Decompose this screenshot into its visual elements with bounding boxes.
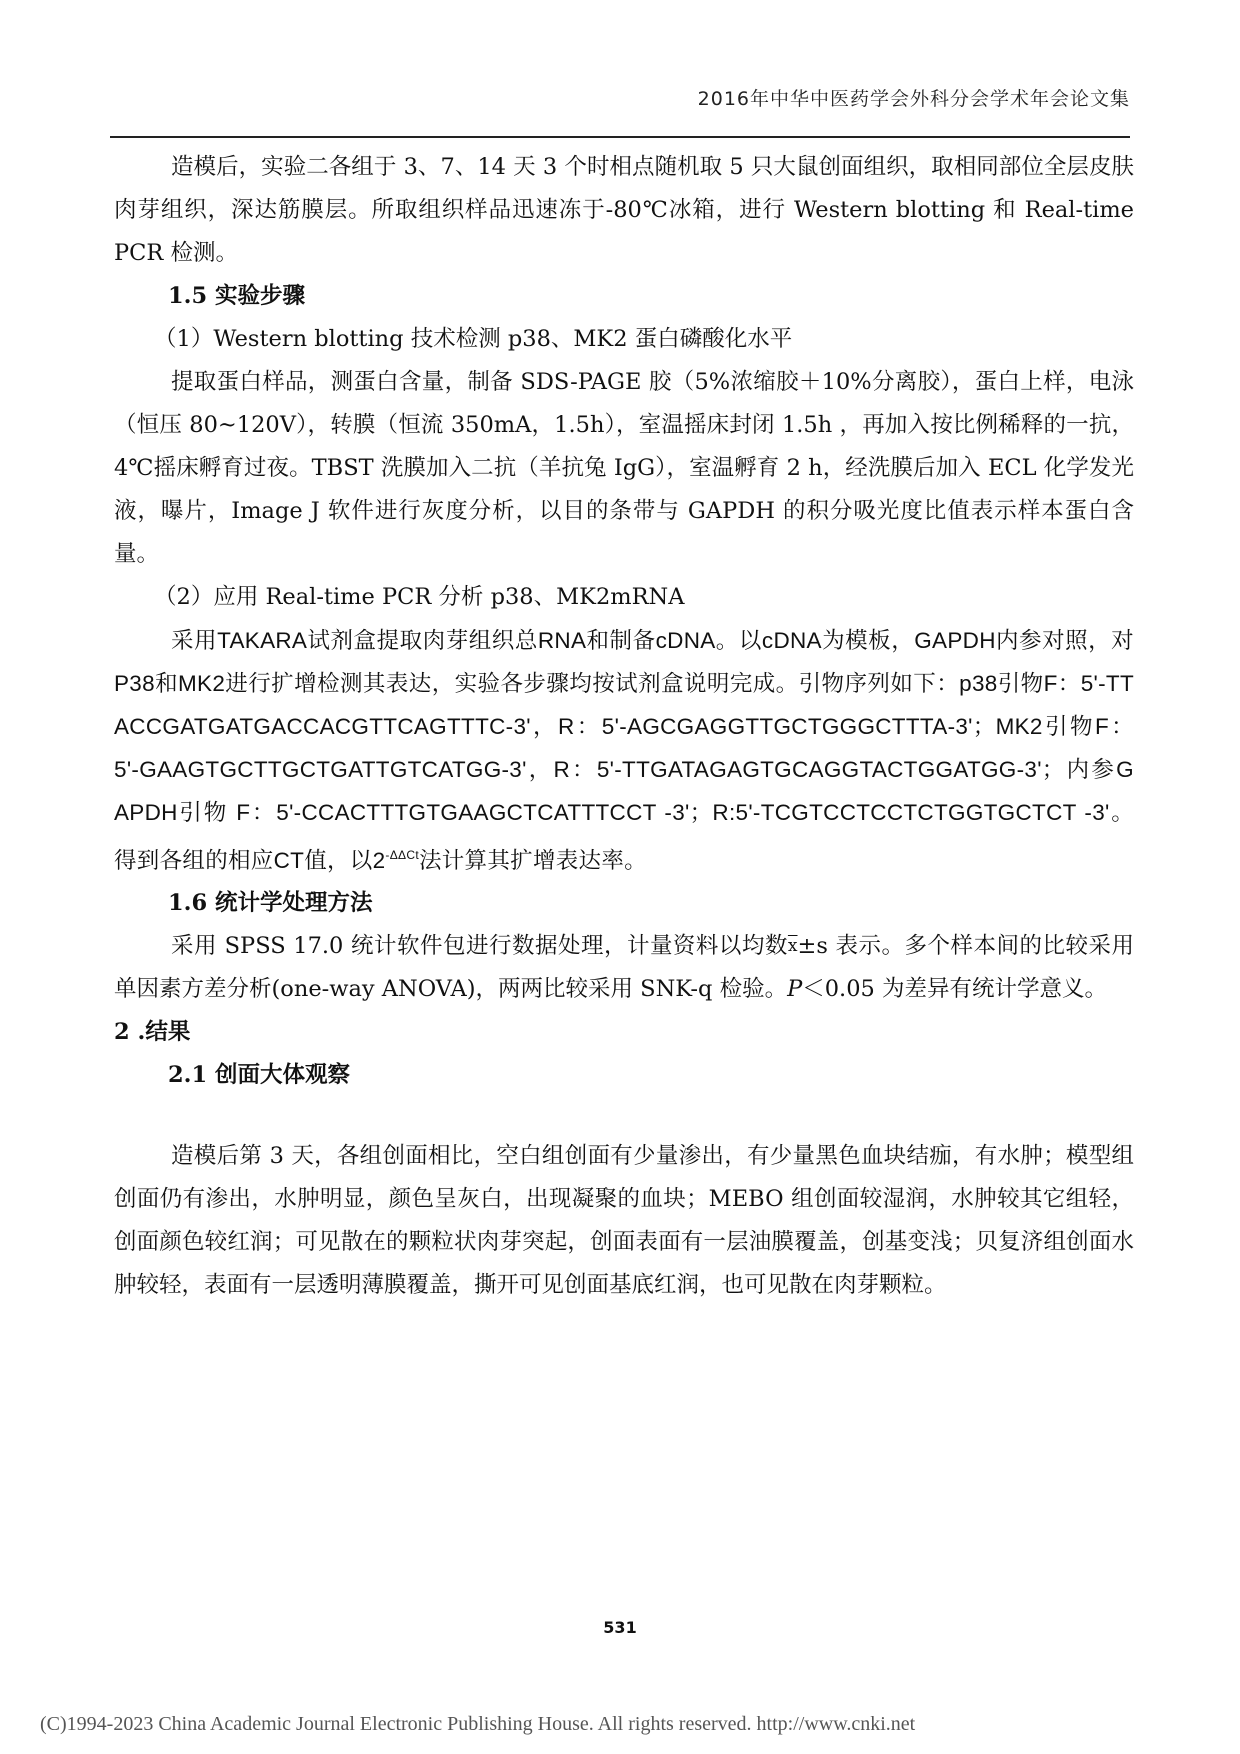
paragraph-pcr: [114, 619, 1134, 882]
paragraph-sampling: 造模后，实验二各组于 3、7、14 天 3 个时相点随机取 5 只大鼠创面组织，取相同部位全层皮肤肉芽组织，深达筋膜层。所取组织样品迅速冻于-80℃冰箱，进行 Western blotting 和 Real-time PCR 检测。: [114, 154, 1134, 266]
section-heading-1-5: 1.5 实验步骤: [168, 283, 305, 309]
stats-text-b: ±s 表示。多个样本间的比较采用单因素方差分析(one-way ANOVA)，两两比较采用 SNK-q 检验。: [114, 933, 1134, 1002]
paragraph-wound-observation: 造模后第 3 天，各组创面相比，空白组创面有少量渗出，有少量黑色血块结痂，有水肿；模型组创面仍有渗出，水肿明显，颜色呈灰白，出现凝聚的血块；MEBO 组创面较湿润，水肿较其它组轻，创面颜色较红润；可见散在的颗粒状肉芽突起，创面表面有一层油膜覆盖，创基变浅；贝复济组创面水肿较轻，表面有一层透明薄膜覆盖，撕开可见创面基底红润，也可见散在肉芽颗粒。: [114, 1143, 1134, 1298]
paragraph-western-blot: 提取蛋白样品，测蛋白含量，制备 SDS-PAGE 胶（5%浓缩胶＋10%分离胶），蛋白上样，电泳（恒压 80~120V），转膜（恒流 350mA，1.5h），室温摇床封闭 1.5h ，再加入按比例稀释的一抗，4℃摇床孵育过夜。TBST 洗膜加入二抗（羊抗兔 IgG），室温孵育 2 h，经洗膜后加入 ECL 化学发光液，曝片，Image J 软件进行灰度分析，以目的条带与 GAPDH 的积分吸光度比值表示样本蛋白含量。: [114, 369, 1134, 567]
pcr-text-tail: 法计算其扩增表达率。: [418, 848, 647, 873]
running-header: 2016年中华中医药学会外科分会学术年会论文集: [697, 88, 1130, 110]
article-body: [114, 146, 1134, 1307]
subheading-western-blot: （1）Western blotting 技术检测 p38、MK2 蛋白磷酸化水平: [154, 326, 793, 352]
delta-ct-superscript: -ΔΔCt: [385, 848, 419, 862]
p-value-symbol: P: [787, 976, 803, 1002]
section-heading-1-6: 1.6 统计学处理方法: [168, 890, 373, 916]
paragraph-statistics: [114, 925, 1134, 1011]
section-heading-2-1: 2.1 创面大体观察: [168, 1062, 350, 1088]
page-number: 531: [603, 1618, 637, 1637]
copyright-footer: (C)1994-2023 China Academic Journal Electronic Publishing House. All rights reserved. http://www.cnki.net: [40, 1713, 916, 1735]
section-heading-2: 2 .结果: [114, 1019, 191, 1045]
stats-text-a: 采用 SPSS 17.0 统计软件包进行数据处理，计量资料以均数: [171, 933, 788, 959]
stats-text-c: ＜0.05 为差异有统计学意义。: [802, 976, 1107, 1002]
subheading-pcr: （2）应用 Real-time PCR 分析 p38、MK2mRNA: [154, 584, 685, 610]
mean-symbol: $\overline{x}$: [787, 936, 798, 956]
spacer: [114, 1097, 1134, 1135]
header-rule: [110, 136, 1130, 138]
pcr-text: 采用TAKARA试剂盒提取肉芽组织总RNA和制备cDNA。以cDNA为模板，GAPDH内参对照，对P38和MK2进行扩增检测其表达，实验各步骤均按试剂盒说明完成。引物序列如下：p38引物F：5'-TTACCGATGATGACCACGTTCAGTTTC-3'，R：5'-AGCGAGGTTGCTGGGCTTTA-3'；MK2引物F：5'-GAAGTGCTTGCTGATTGTCATGG-3'，R：5'-TTGATAGAGTGCAGGTACTGGATGG-3'；内参GAPDH引物 F：5'-CCACTTTGTGAAGCTCATTTCCT -3'；R:5'-TCGTCCTCCTCTGGTGCTCT -3'。得到各组的相应CT值，以2: [114, 628, 1134, 873]
